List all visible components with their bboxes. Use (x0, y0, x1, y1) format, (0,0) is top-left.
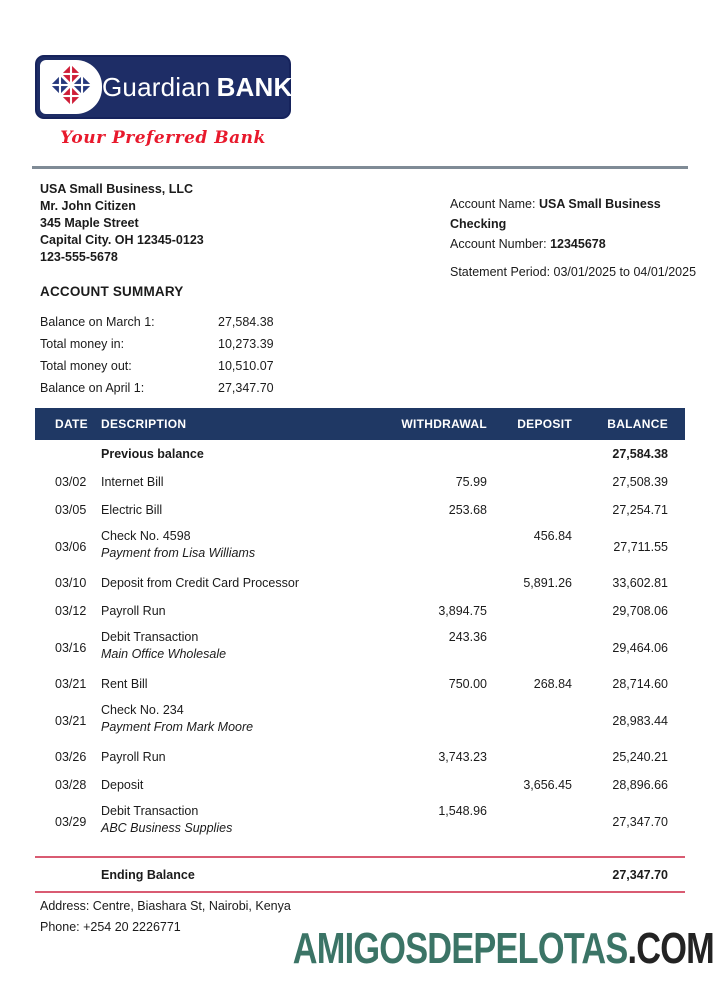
cell-description (101, 778, 367, 792)
bank-name (102, 72, 292, 103)
cell-withdrawal: 243.36 (448, 630, 487, 644)
transaction-description: Payroll Run (101, 604, 166, 618)
transaction-row (35, 771, 685, 799)
watermark-suffix: .COM (627, 924, 714, 973)
summary-label: Balance on March 1: (40, 315, 155, 329)
customer-city: Capital City. OH 12345-0123 (40, 233, 204, 247)
cell-description (101, 447, 367, 461)
cell-description (101, 625, 367, 664)
account-number-line (450, 234, 720, 254)
customer-street: 345 Maple Street (40, 216, 139, 230)
transaction-row (35, 743, 685, 771)
cell-deposit (487, 625, 572, 630)
guardian-diamond-emblem-icon (48, 62, 94, 113)
transaction-row (35, 569, 685, 597)
transaction-description: Check No. 4598 (101, 529, 191, 543)
transaction-note: Payment from Lisa Williams (101, 546, 256, 560)
summary-label: Total money in: (40, 337, 125, 351)
cell-description (101, 503, 367, 517)
account-number-label: Account Number: (450, 237, 547, 251)
cell-deposit (487, 799, 572, 804)
cell-description (101, 604, 367, 618)
transaction-row (35, 670, 685, 698)
transaction-row (35, 440, 685, 468)
cell-balance: 27,508.39 (612, 475, 668, 489)
cell-deposit: 3,656.45 (523, 778, 572, 792)
cell-description (101, 750, 367, 764)
header-deposit: DEPOSIT (517, 417, 572, 431)
transaction-row (35, 468, 685, 496)
transaction-description: Deposit (101, 778, 144, 792)
transaction-note: Payment From Mark Moore (101, 720, 254, 734)
transaction-row (35, 524, 685, 569)
header-balance: BALANCE (607, 417, 668, 431)
statement-period: Statement Period: 03/01/2025 to 04/01/2025 (450, 265, 697, 279)
transaction-description: Payroll Run (101, 750, 166, 764)
account-number-value: 12345678 (550, 237, 606, 251)
transaction-row (35, 799, 685, 844)
transaction-description: Previous balance (101, 447, 204, 461)
cell-description (101, 698, 367, 737)
summary-row (40, 377, 274, 399)
cell-balance: 27,584.38 (612, 447, 668, 461)
ending-balance-label: Ending Balance (101, 867, 195, 882)
cell-balance: 29,708.06 (612, 604, 668, 618)
cell-balance: 27,711.55 (613, 539, 668, 554)
cell-description (101, 799, 367, 838)
customer-phone: 123-555-5678 (40, 250, 118, 264)
transaction-description: Debit Transaction (101, 804, 199, 818)
cell-description (101, 677, 367, 691)
transaction-note: ABC Business Supplies (101, 821, 233, 835)
transaction-description: Electric Bill (101, 503, 163, 517)
cell-date: 03/10 (55, 576, 87, 590)
bank-tagline: Your Preferred Bank (60, 128, 266, 148)
summary-value: 27,584.38 (218, 315, 274, 329)
bank-name-guardian: Guardian (102, 71, 211, 102)
cell-withdrawal: 3,743.23 (438, 750, 487, 764)
cell-date: 03/05 (55, 503, 87, 517)
ending-balance-row (35, 856, 685, 893)
bank-logo (35, 55, 291, 148)
cell-withdrawal (367, 524, 487, 529)
cell-deposit: 5,891.26 (523, 576, 572, 590)
transaction-row (35, 597, 685, 625)
cell-description (101, 475, 367, 489)
cell-balance: 28,983.44 (612, 713, 668, 728)
cell-balance: 25,240.21 (612, 750, 668, 764)
summary-label: Total money out: (40, 359, 132, 373)
cell-date: 03/16 (55, 640, 87, 655)
cell-deposit: 456.84 (533, 529, 572, 543)
cell-date: 03/26 (55, 750, 87, 764)
account-summary-rows (40, 311, 274, 399)
cell-balance: 28,896.66 (612, 778, 668, 792)
account-name-value: USA Small Business Checking (450, 197, 661, 231)
cell-description (101, 576, 367, 590)
transaction-description: Deposit from Credit Card Processor (101, 576, 299, 590)
transaction-description: Internet Bill (101, 475, 164, 489)
transaction-table (35, 408, 685, 893)
cell-date: 03/21 (55, 713, 87, 728)
cell-date: 03/06 (55, 539, 87, 554)
account-name-label: Account Name: (450, 197, 536, 211)
customer-address-block (40, 181, 204, 266)
bank-name-bank: BANK (216, 71, 293, 102)
transaction-description: Debit Transaction (101, 630, 199, 644)
header-date: DATE (55, 417, 88, 431)
bank-emblem-panel (40, 60, 102, 114)
transaction-description: Rent Bill (101, 677, 148, 691)
cell-date: 03/28 (55, 778, 87, 792)
cell-withdrawal: 3,894.75 (438, 604, 487, 618)
summary-value: 27,347.70 (218, 381, 274, 395)
transaction-row (35, 625, 685, 670)
account-name-line (450, 194, 720, 234)
transaction-table-header (35, 408, 685, 440)
summary-row (40, 333, 274, 355)
transaction-description: Check No. 234 (101, 703, 184, 717)
header-description: DESCRIPTION (101, 417, 187, 431)
cell-deposit: 268.84 (533, 677, 572, 691)
account-info-block (450, 194, 720, 282)
cell-balance: 28,714.60 (612, 677, 668, 691)
transaction-rows (35, 440, 685, 844)
cell-date: 03/12 (55, 604, 87, 618)
cell-date: 03/29 (55, 814, 87, 829)
watermark-name: AMIGOSDEPELOTAS (292, 924, 628, 973)
transaction-row (35, 698, 685, 743)
cell-description (101, 524, 367, 563)
cell-withdrawal (367, 698, 487, 703)
bank-address: Address: Centre, Biashara St, Nairobi, Kenya (40, 899, 291, 913)
customer-name: Mr. John Citizen (40, 199, 136, 213)
cell-withdrawal: 253.68 (448, 503, 487, 517)
summary-value: 10,273.39 (218, 337, 274, 351)
account-summary-section (40, 284, 274, 399)
cell-date: 03/02 (55, 475, 87, 489)
summary-row (40, 311, 274, 333)
account-summary-title: ACCOUNT SUMMARY (40, 284, 184, 299)
site-watermark (293, 924, 714, 974)
header-divider-rule (32, 166, 688, 169)
summary-row (40, 355, 274, 377)
cell-withdrawal: 750.00 (448, 677, 487, 691)
bank-footer (40, 896, 291, 938)
cell-withdrawal: 1,548.96 (438, 804, 487, 818)
header-withdrawal: WITHDRAWAL (401, 417, 487, 431)
bank-logo-bar (35, 55, 291, 119)
customer-company: USA Small Business, LLC (40, 182, 194, 196)
summary-value: 10,510.07 (218, 359, 274, 373)
cell-balance: 27,347.70 (612, 814, 668, 829)
cell-balance: 27,254.71 (612, 503, 668, 517)
transaction-note: Main Office Wholesale (101, 647, 227, 661)
cell-balance: 29,464.06 (612, 640, 668, 655)
ending-balance-value: 27,347.70 (612, 867, 668, 882)
summary-label: Balance on April 1: (40, 381, 145, 395)
cell-deposit (487, 698, 572, 703)
cell-balance: 33,602.81 (612, 576, 668, 590)
cell-withdrawal: 75.99 (455, 475, 487, 489)
transaction-row (35, 496, 685, 524)
bank-phone: Phone: +254 20 2226771 (40, 920, 181, 934)
cell-date: 03/21 (55, 677, 87, 691)
